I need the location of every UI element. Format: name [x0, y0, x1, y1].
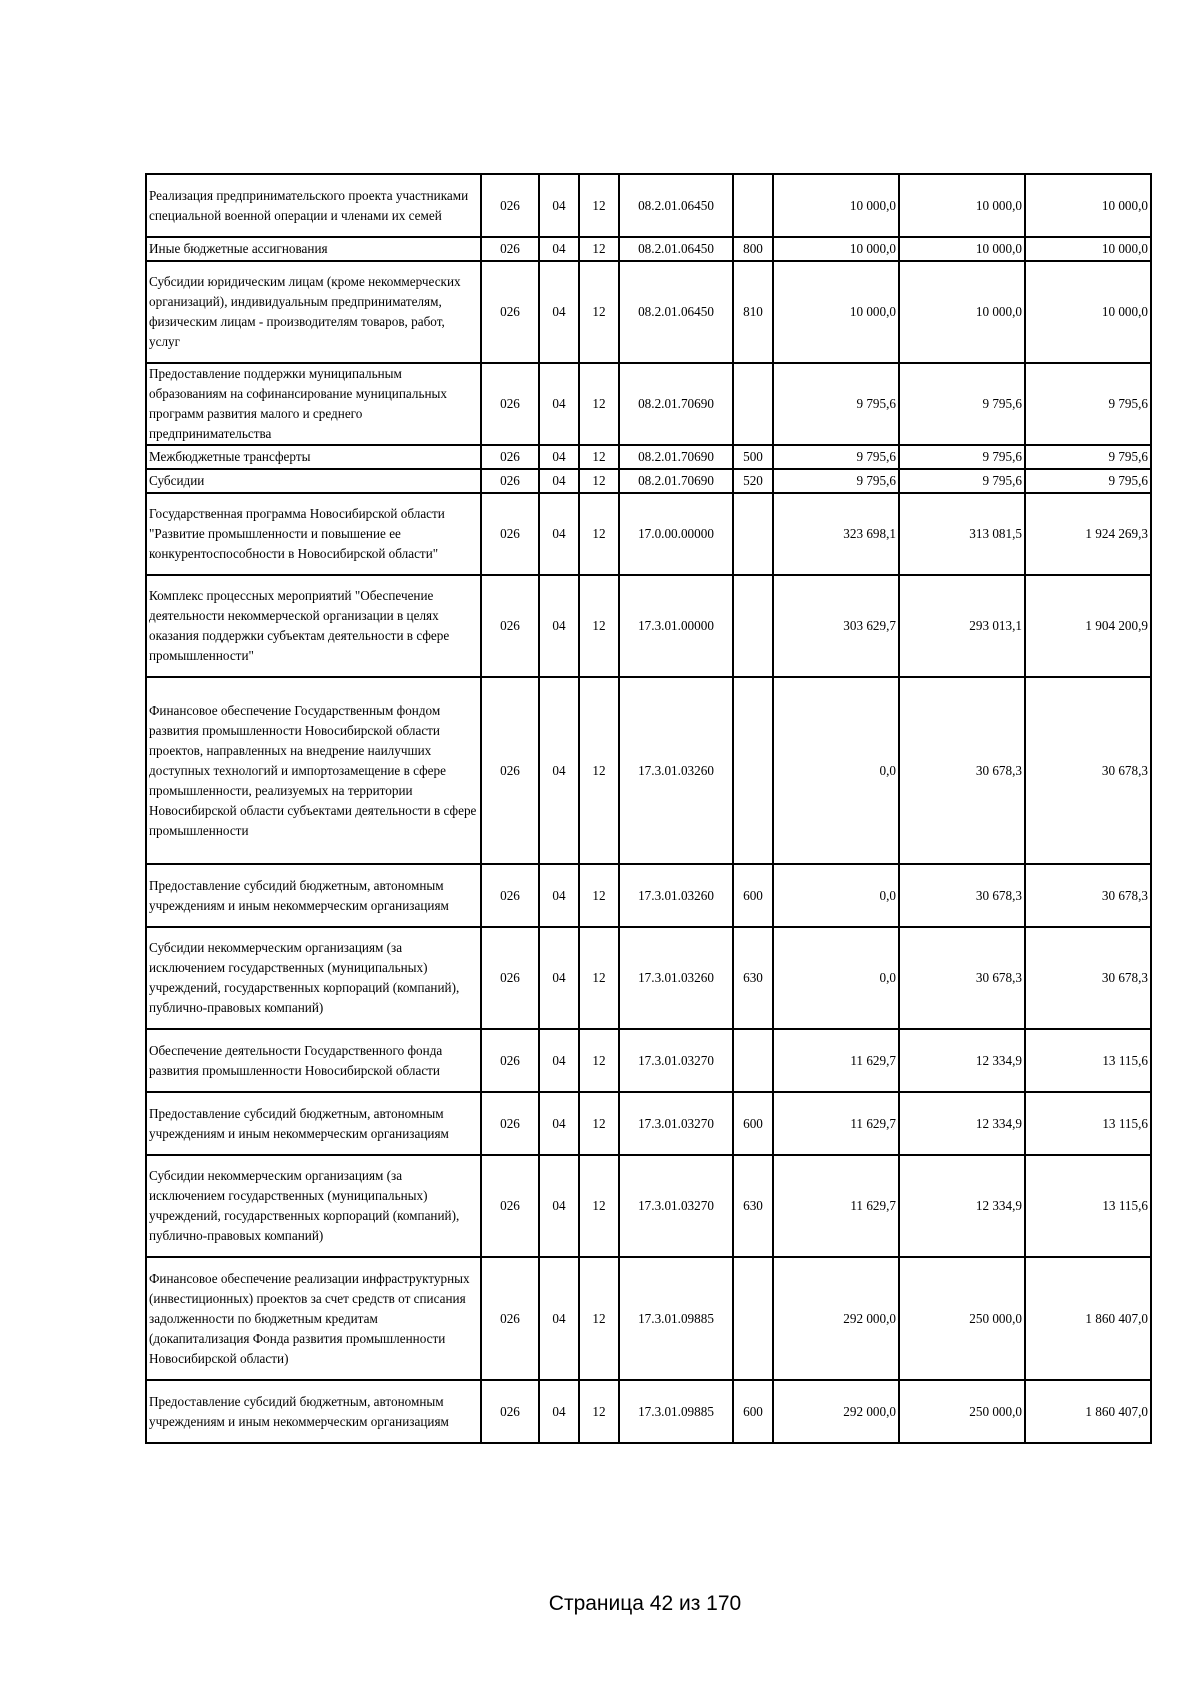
cell-amount-year3: 30 678,3	[1025, 864, 1151, 927]
cell-rz: 04	[539, 363, 579, 445]
cell-amount-year2: 10 000,0	[899, 261, 1025, 363]
cell-name: Предоставление субсидий бюджетным, автономным учреждениям и иным некоммерческим организациям	[146, 1092, 481, 1155]
cell-amount-year2: 9 795,6	[899, 469, 1025, 493]
cell-csr: 17.3.01.03260	[619, 927, 733, 1029]
cell-ved: 026	[481, 445, 539, 469]
table-row	[146, 677, 1151, 864]
cell-rz: 04	[539, 445, 579, 469]
cell-rz: 04	[539, 469, 579, 493]
cell-amount-year3: 1 924 269,3	[1025, 493, 1151, 575]
cell-amount-year1: 9 795,6	[773, 445, 899, 469]
cell-rz: 04	[539, 1029, 579, 1092]
cell-name: Субсидии некоммерческим организациям (за исключением государственных (муниципальных) учреждений, государственных корпораций (компаний), публично-правовых компаний)	[146, 927, 481, 1029]
cell-name: Субсидии юридическим лицам (кроме некоммерческих организаций), индивидуальным предпринимателям, физическим лицам - производителям товаров, работ, услуг	[146, 261, 481, 363]
cell-csr: 17.3.01.03260	[619, 677, 733, 864]
cell-pr: 12	[579, 261, 619, 363]
cell-amount-year3: 9 795,6	[1025, 363, 1151, 445]
cell-amount-year2: 30 678,3	[899, 864, 1025, 927]
cell-pr: 12	[579, 237, 619, 261]
table-row	[146, 1257, 1151, 1380]
cell-amount-year1: 10 000,0	[773, 237, 899, 261]
cell-pr: 12	[579, 1092, 619, 1155]
cell-vr	[733, 174, 773, 237]
cell-amount-year1: 303 629,7	[773, 575, 899, 677]
cell-vr	[733, 363, 773, 445]
cell-vr	[733, 575, 773, 677]
cell-csr: 17.3.01.03270	[619, 1155, 733, 1257]
cell-amount-year2: 313 081,5	[899, 493, 1025, 575]
cell-amount-year2: 30 678,3	[899, 927, 1025, 1029]
cell-amount-year2: 293 013,1	[899, 575, 1025, 677]
cell-amount-year1: 323 698,1	[773, 493, 899, 575]
table-row	[146, 445, 1151, 469]
budget-table	[145, 173, 1152, 1444]
cell-amount-year3: 9 795,6	[1025, 469, 1151, 493]
cell-rz: 04	[539, 1380, 579, 1443]
table-row	[146, 1155, 1151, 1257]
cell-amount-year3: 1 860 407,0	[1025, 1257, 1151, 1380]
cell-name: Комплекс процессных мероприятий "Обеспечение деятельности некоммерческой организации в целях оказания поддержки субъектам деятельности в сфере промышленности"	[146, 575, 481, 677]
cell-amount-year1: 11 629,7	[773, 1029, 899, 1092]
cell-vr: 600	[733, 864, 773, 927]
cell-name: Обеспечение деятельности Государственного фонда развития промышленности Новосибирской области	[146, 1029, 481, 1092]
cell-name: Финансовое обеспечение реализации инфраструктурных (инвестиционных) проектов за счет средств от списания задолженности по бюджетным кредитам (докапитализация Фонда развития промышленности Новосибирской области)	[146, 1257, 481, 1380]
cell-vr	[733, 493, 773, 575]
cell-name: Предоставление поддержки муниципальным образованиям на софинансирование муниципальных программ развития малого и среднего предпринимательства	[146, 363, 481, 445]
cell-vr: 630	[733, 1155, 773, 1257]
cell-vr	[733, 677, 773, 864]
cell-amount-year1: 292 000,0	[773, 1380, 899, 1443]
cell-amount-year3: 13 115,6	[1025, 1092, 1151, 1155]
table-row	[146, 363, 1151, 445]
cell-amount-year1: 0,0	[773, 677, 899, 864]
cell-csr: 17.3.01.03270	[619, 1029, 733, 1092]
cell-vr: 630	[733, 927, 773, 1029]
cell-csr: 17.3.01.03260	[619, 864, 733, 927]
cell-vr: 600	[733, 1092, 773, 1155]
table-row	[146, 493, 1151, 575]
cell-rz: 04	[539, 261, 579, 363]
cell-name: Реализация предпринимательского проекта участниками специальной военной операции и членами их семей	[146, 174, 481, 237]
cell-pr: 12	[579, 1029, 619, 1092]
cell-csr: 08.2.01.70690	[619, 363, 733, 445]
cell-name: Субсидии	[146, 469, 481, 493]
cell-name: Предоставление субсидий бюджетным, автономным учреждениям и иным некоммерческим организациям	[146, 1380, 481, 1443]
table-row	[146, 1380, 1151, 1443]
page-number: Страница 42 из 170	[548, 1592, 742, 1615]
cell-rz: 04	[539, 1257, 579, 1380]
cell-pr: 12	[579, 174, 619, 237]
cell-amount-year1: 0,0	[773, 864, 899, 927]
cell-ved: 026	[481, 469, 539, 493]
cell-amount-year3: 30 678,3	[1025, 677, 1151, 864]
cell-ved: 026	[481, 237, 539, 261]
cell-name: Иные бюджетные ассигнования	[146, 237, 481, 261]
cell-rz: 04	[539, 237, 579, 261]
cell-ved: 026	[481, 927, 539, 1029]
table-row	[146, 1029, 1151, 1092]
cell-amount-year2: 10 000,0	[899, 237, 1025, 261]
cell-rz: 04	[539, 677, 579, 864]
cell-amount-year3: 1 904 200,9	[1025, 575, 1151, 677]
table-row	[146, 575, 1151, 677]
table-row	[146, 237, 1151, 261]
cell-amount-year2: 250 000,0	[899, 1380, 1025, 1443]
cell-ved: 026	[481, 864, 539, 927]
cell-ved: 026	[481, 1257, 539, 1380]
cell-amount-year3: 9 795,6	[1025, 445, 1151, 469]
cell-csr: 08.2.01.70690	[619, 445, 733, 469]
cell-name: Субсидии некоммерческим организациям (за исключением государственных (муниципальных) учреждений, государственных корпораций (компаний), публично-правовых компаний)	[146, 1155, 481, 1257]
cell-name: Предоставление субсидий бюджетным, автономным учреждениям и иным некоммерческим организациям	[146, 864, 481, 927]
cell-vr: 500	[733, 445, 773, 469]
budget-table-body	[146, 174, 1151, 1443]
cell-amount-year2: 30 678,3	[899, 677, 1025, 864]
cell-pr: 12	[579, 1155, 619, 1257]
cell-ved: 026	[481, 261, 539, 363]
table-row	[146, 174, 1151, 237]
cell-amount-year2: 250 000,0	[899, 1257, 1025, 1380]
cell-ved: 026	[481, 1092, 539, 1155]
cell-amount-year2: 12 334,9	[899, 1029, 1025, 1092]
cell-amount-year3: 10 000,0	[1025, 261, 1151, 363]
cell-ved: 026	[481, 677, 539, 864]
cell-pr: 12	[579, 677, 619, 864]
cell-rz: 04	[539, 1092, 579, 1155]
cell-pr: 12	[579, 864, 619, 927]
table-row	[146, 469, 1151, 493]
cell-amount-year1: 10 000,0	[773, 174, 899, 237]
cell-amount-year3: 1 860 407,0	[1025, 1380, 1151, 1443]
cell-rz: 04	[539, 864, 579, 927]
cell-vr: 800	[733, 237, 773, 261]
cell-pr: 12	[579, 1257, 619, 1380]
cell-ved: 026	[481, 1155, 539, 1257]
cell-amount-year1: 11 629,7	[773, 1092, 899, 1155]
cell-ved: 026	[481, 1380, 539, 1443]
cell-csr: 17.3.01.09885	[619, 1257, 733, 1380]
table-row	[146, 1092, 1151, 1155]
cell-rz: 04	[539, 493, 579, 575]
cell-ved: 026	[481, 493, 539, 575]
cell-amount-year1: 9 795,6	[773, 363, 899, 445]
cell-csr: 08.2.01.06450	[619, 261, 733, 363]
cell-amount-year3: 10 000,0	[1025, 237, 1151, 261]
table-row	[146, 864, 1151, 927]
cell-amount-year1: 292 000,0	[773, 1257, 899, 1380]
cell-vr: 810	[733, 261, 773, 363]
cell-ved: 026	[481, 1029, 539, 1092]
cell-csr: 08.2.01.06450	[619, 237, 733, 261]
cell-pr: 12	[579, 469, 619, 493]
cell-csr: 08.2.01.06450	[619, 174, 733, 237]
cell-pr: 12	[579, 445, 619, 469]
cell-rz: 04	[539, 174, 579, 237]
cell-amount-year2: 9 795,6	[899, 445, 1025, 469]
cell-rz: 04	[539, 1155, 579, 1257]
cell-ved: 026	[481, 575, 539, 677]
cell-rz: 04	[539, 575, 579, 677]
cell-amount-year2: 9 795,6	[899, 363, 1025, 445]
cell-csr: 17.0.00.00000	[619, 493, 733, 575]
cell-name: Межбюджетные трансферты	[146, 445, 481, 469]
cell-ved: 026	[481, 363, 539, 445]
cell-pr: 12	[579, 363, 619, 445]
cell-vr	[733, 1029, 773, 1092]
cell-name: Финансовое обеспечение Государственным фондом развития промышленности Новосибирской области проектов, направленных на внедрение наилучших доступных технологий и импортозамещение в сфере промышленности, реализуемых на территории Новосибирской области субъектами деятельности в сфере промышленности	[146, 677, 481, 864]
cell-amount-year2: 12 334,9	[899, 1155, 1025, 1257]
cell-amount-year2: 10 000,0	[899, 174, 1025, 237]
cell-name: Государственная программа Новосибирской области "Развитие промышленности и повышение ее конкурентоспособности в Новосибирской области"	[146, 493, 481, 575]
cell-amount-year3: 13 115,6	[1025, 1155, 1151, 1257]
cell-pr: 12	[579, 1380, 619, 1443]
cell-amount-year1: 11 629,7	[773, 1155, 899, 1257]
table-row	[146, 261, 1151, 363]
table-row	[146, 927, 1151, 1029]
cell-amount-year3: 30 678,3	[1025, 927, 1151, 1029]
cell-vr: 520	[733, 469, 773, 493]
cell-csr: 17.3.01.09885	[619, 1380, 733, 1443]
cell-vr: 600	[733, 1380, 773, 1443]
cell-amount-year1: 10 000,0	[773, 261, 899, 363]
cell-amount-year3: 13 115,6	[1025, 1029, 1151, 1092]
cell-amount-year1: 9 795,6	[773, 469, 899, 493]
cell-amount-year2: 12 334,9	[899, 1092, 1025, 1155]
cell-amount-year3: 10 000,0	[1025, 174, 1151, 237]
cell-amount-year1: 0,0	[773, 927, 899, 1029]
cell-pr: 12	[579, 927, 619, 1029]
cell-csr: 17.3.01.00000	[619, 575, 733, 677]
cell-csr: 17.3.01.03270	[619, 1092, 733, 1155]
cell-pr: 12	[579, 575, 619, 677]
cell-ved: 026	[481, 174, 539, 237]
cell-csr: 08.2.01.70690	[619, 469, 733, 493]
cell-vr	[733, 1257, 773, 1380]
cell-pr: 12	[579, 493, 619, 575]
cell-rz: 04	[539, 927, 579, 1029]
